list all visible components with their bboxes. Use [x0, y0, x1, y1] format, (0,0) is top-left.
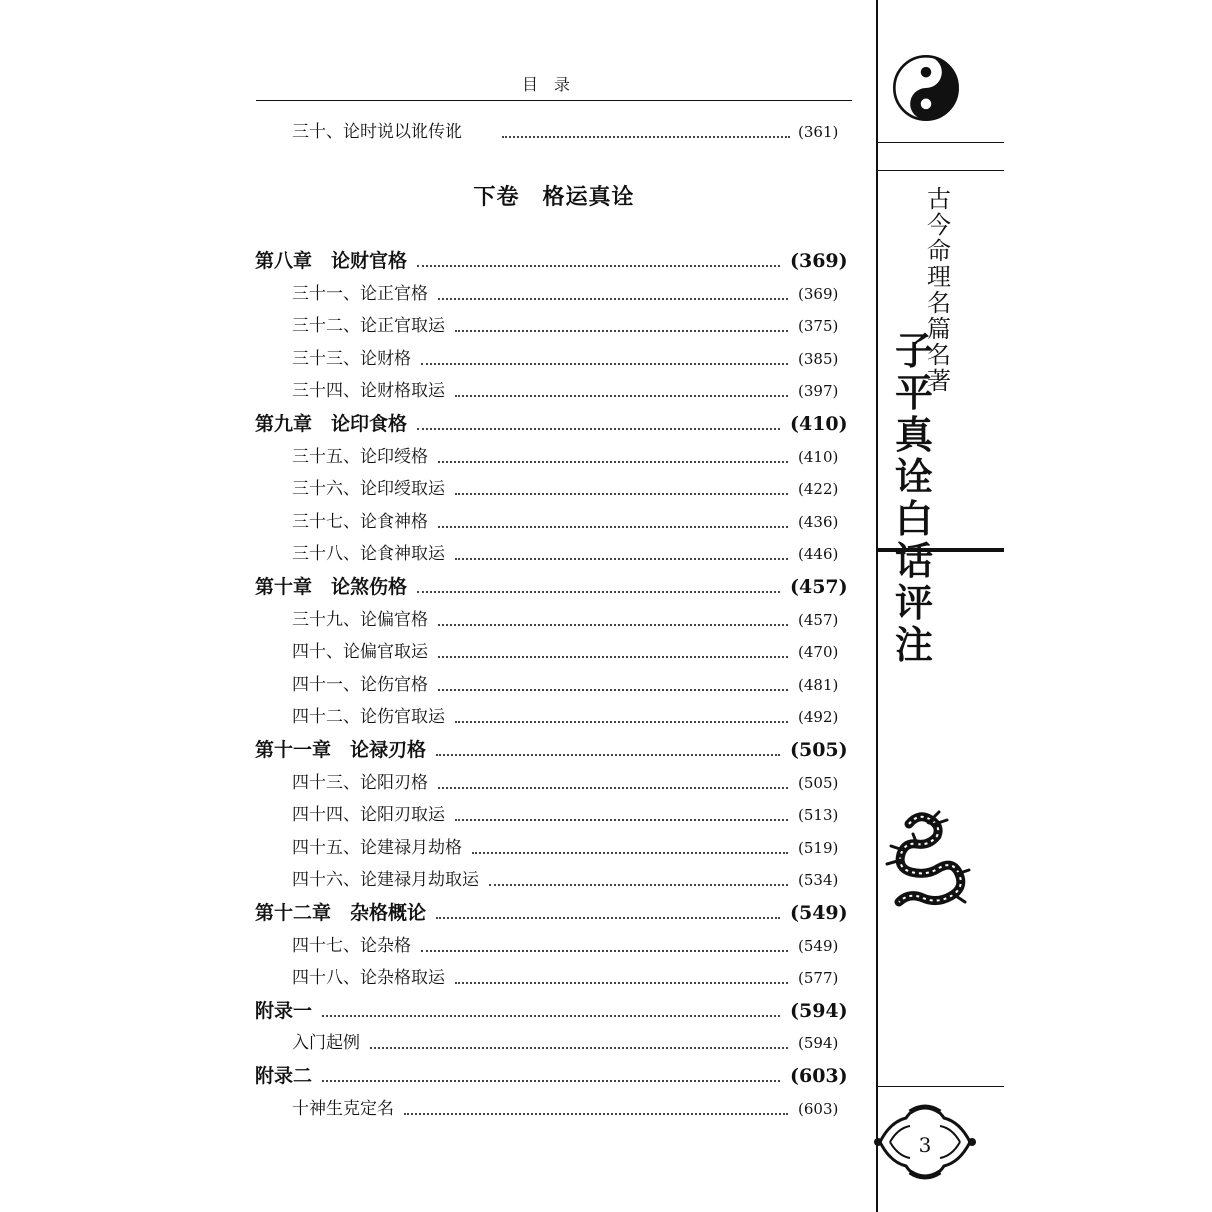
toc-section-entry[interactable] [0, 375, 1212, 407]
toc-entry-label: 三十七、论食神格 [292, 511, 428, 532]
toc-section-entry[interactable] [0, 636, 1212, 668]
dot-leader [455, 493, 788, 495]
toc-entry-page: (505) [798, 773, 839, 792]
toc-section-entry[interactable] [0, 604, 1212, 636]
toc-section-entry[interactable] [0, 701, 1212, 733]
toc-entry-label: 三十三、论财格 [292, 348, 411, 369]
toc-entry-label: 四十八、论杂格取运 [292, 968, 445, 989]
toc-entry-page: (446) [798, 545, 839, 564]
yin-yang-icon [893, 55, 959, 121]
book-title: 子平真诠白话评注 [894, 328, 933, 667]
dot-leader [455, 721, 788, 723]
toc-entry-page: (603) [798, 1099, 839, 1118]
toc-entry-page: (470) [798, 643, 839, 662]
toc-section-entry[interactable] [0, 506, 1212, 538]
dot-leader [421, 363, 788, 365]
dot-leader [438, 461, 788, 463]
toc-entry-label: 四十五、论建禄月劫格 [292, 837, 462, 858]
toc-section-entry[interactable] [0, 1027, 1212, 1059]
toc-entry-label: 四十四、论阳刃取运 [292, 805, 445, 826]
toc-entry-page: (513) [798, 806, 839, 825]
series-title: 古今命理名篇名著 [927, 185, 951, 395]
dot-leader [472, 852, 788, 854]
toc-entry-label: 三十八、论食神取运 [292, 544, 445, 565]
page-number: 3 [918, 1133, 932, 1157]
dot-leader [438, 624, 788, 626]
margin-divider [876, 0, 878, 1212]
dot-leader [438, 689, 788, 691]
toc-entry-page: (410) [798, 447, 839, 466]
toc-entry-label: 附录二 [255, 1065, 313, 1087]
toc-chapter-entry[interactable] [0, 1060, 1212, 1092]
dot-leader [455, 395, 788, 397]
toc-entry-page: (603) [790, 1065, 848, 1087]
toc-section-entry[interactable] [0, 278, 1212, 310]
toc-entry-intro[interactable] [0, 116, 1212, 148]
toc-entry-label: 第十章 论煞伤格 [255, 576, 408, 598]
toc-entry-label: 四十六、论建禄月劫取运 [292, 870, 479, 891]
dot-leader [421, 950, 788, 952]
dot-leader [322, 1015, 780, 1017]
toc-section-entry[interactable] [0, 669, 1212, 701]
toc-entry-page: (369) [798, 284, 839, 303]
toc-entry-page: (410) [790, 413, 848, 435]
dot-leader [438, 656, 788, 658]
margin-rule-top [876, 142, 1004, 143]
dot-leader [436, 754, 780, 756]
dot-leader [502, 136, 790, 138]
margin-rule-bottom [876, 1086, 1004, 1087]
toc-entry-label: 第十一章 论禄刃格 [255, 739, 427, 761]
toc-entry-label: 三十一、论正官格 [292, 283, 428, 304]
dot-leader [417, 428, 780, 430]
dot-leader [438, 787, 788, 789]
toc-entry-label: 四十七、论杂格 [292, 935, 411, 956]
toc-section-entry[interactable] [0, 962, 1212, 994]
toc-entry-page: (549) [798, 936, 839, 955]
dot-leader [438, 298, 788, 300]
dot-leader [455, 819, 788, 821]
toc-entry-label: 三十二、论正官取运 [292, 316, 445, 337]
toc-entry-label: 四十三、论阳刃格 [292, 772, 428, 793]
toc-entry-page: (369) [790, 250, 848, 272]
toc-section-entry[interactable] [0, 343, 1212, 375]
toc-entry-label: 十神生克定名 [292, 1098, 394, 1119]
toc-entry-page: (594) [790, 999, 848, 1022]
toc-entry-label: 第八章 论财官格 [255, 250, 408, 272]
toc-entry-label: 三十九、论偏官格 [292, 609, 428, 630]
dot-leader [436, 917, 780, 919]
toc-entry-page: (361) [798, 123, 839, 141]
toc-entry-page: (534) [798, 871, 839, 890]
toc-entry-label: 三十六、论印绶取运 [292, 479, 445, 500]
toc-entry-label: 三十五、论印绶格 [292, 446, 428, 467]
toc-entry-label: 附录一 [255, 999, 313, 1022]
toc-entry-page: (397) [798, 382, 839, 401]
header-rule [256, 100, 852, 101]
toc-entry-label: 三十、论时说以讹传讹 [292, 122, 462, 142]
toc-section-entry[interactable] [0, 864, 1212, 896]
toc-section-entry[interactable] [0, 832, 1212, 864]
dot-leader [370, 1047, 788, 1049]
toc-entry-page: (422) [798, 480, 839, 499]
dragon-icon [879, 810, 971, 914]
toc-entry-label: 三十四、论财格取运 [292, 381, 445, 402]
toc-section-entry[interactable] [0, 310, 1212, 342]
toc-section-entry[interactable] [0, 538, 1212, 570]
toc-entry-label: 第九章 论印食格 [255, 413, 408, 435]
dot-leader [404, 1113, 788, 1115]
toc-entry-page: (457) [798, 610, 839, 629]
toc-section-entry[interactable] [0, 767, 1212, 799]
dot-leader [489, 884, 788, 886]
toc-section-entry[interactable] [0, 473, 1212, 505]
toc-entry-page: (549) [790, 902, 848, 924]
dot-leader [417, 591, 780, 593]
toc-entry-label: 四十、论偏官取运 [292, 642, 428, 663]
dot-leader [455, 330, 788, 332]
dot-leader [438, 526, 788, 528]
toc-chapter-entry[interactable] [0, 995, 1212, 1027]
toc-chapter-entry[interactable] [0, 408, 1212, 440]
toc-entry-page: (519) [798, 838, 839, 857]
toc-entry-label: 四十一、论伤官格 [292, 674, 428, 695]
dot-leader [455, 982, 788, 984]
toc-chapter-entry[interactable] [0, 897, 1212, 929]
toc-section-entry[interactable] [0, 799, 1212, 831]
margin-rule-title-top [876, 170, 1004, 171]
toc-entry-page: (505) [790, 739, 848, 761]
toc-entry-label: 四十二、论伤官取运 [292, 707, 445, 728]
toc-section-entry[interactable] [0, 1093, 1212, 1125]
toc-chapter-entry[interactable] [0, 571, 1212, 603]
running-header: 目录 [521, 75, 586, 94]
toc-entry-page: (385) [798, 349, 839, 368]
toc-chapter-entry[interactable] [0, 734, 1212, 766]
toc-entry-page: (492) [798, 708, 839, 727]
toc-entry-page: (594) [798, 1034, 839, 1053]
toc-entry-page: (375) [798, 317, 839, 336]
toc-entry-page: (577) [798, 969, 839, 988]
toc-entry-page: (436) [798, 512, 839, 531]
toc-entry-page: (481) [798, 675, 839, 694]
toc-entry-label: 第十二章 杂格概论 [255, 902, 427, 924]
dot-leader [322, 1080, 780, 1082]
dot-leader [455, 558, 788, 560]
toc-chapter-entry[interactable] [0, 245, 1212, 277]
volume-title: 下卷 格运真诠 [473, 184, 635, 210]
toc-entry-label: 入门起例 [292, 1033, 360, 1054]
toc-section-entry[interactable] [0, 930, 1212, 962]
dot-leader [417, 265, 780, 267]
toc-entry-page: (457) [790, 576, 848, 598]
toc-section-entry[interactable] [0, 441, 1212, 473]
